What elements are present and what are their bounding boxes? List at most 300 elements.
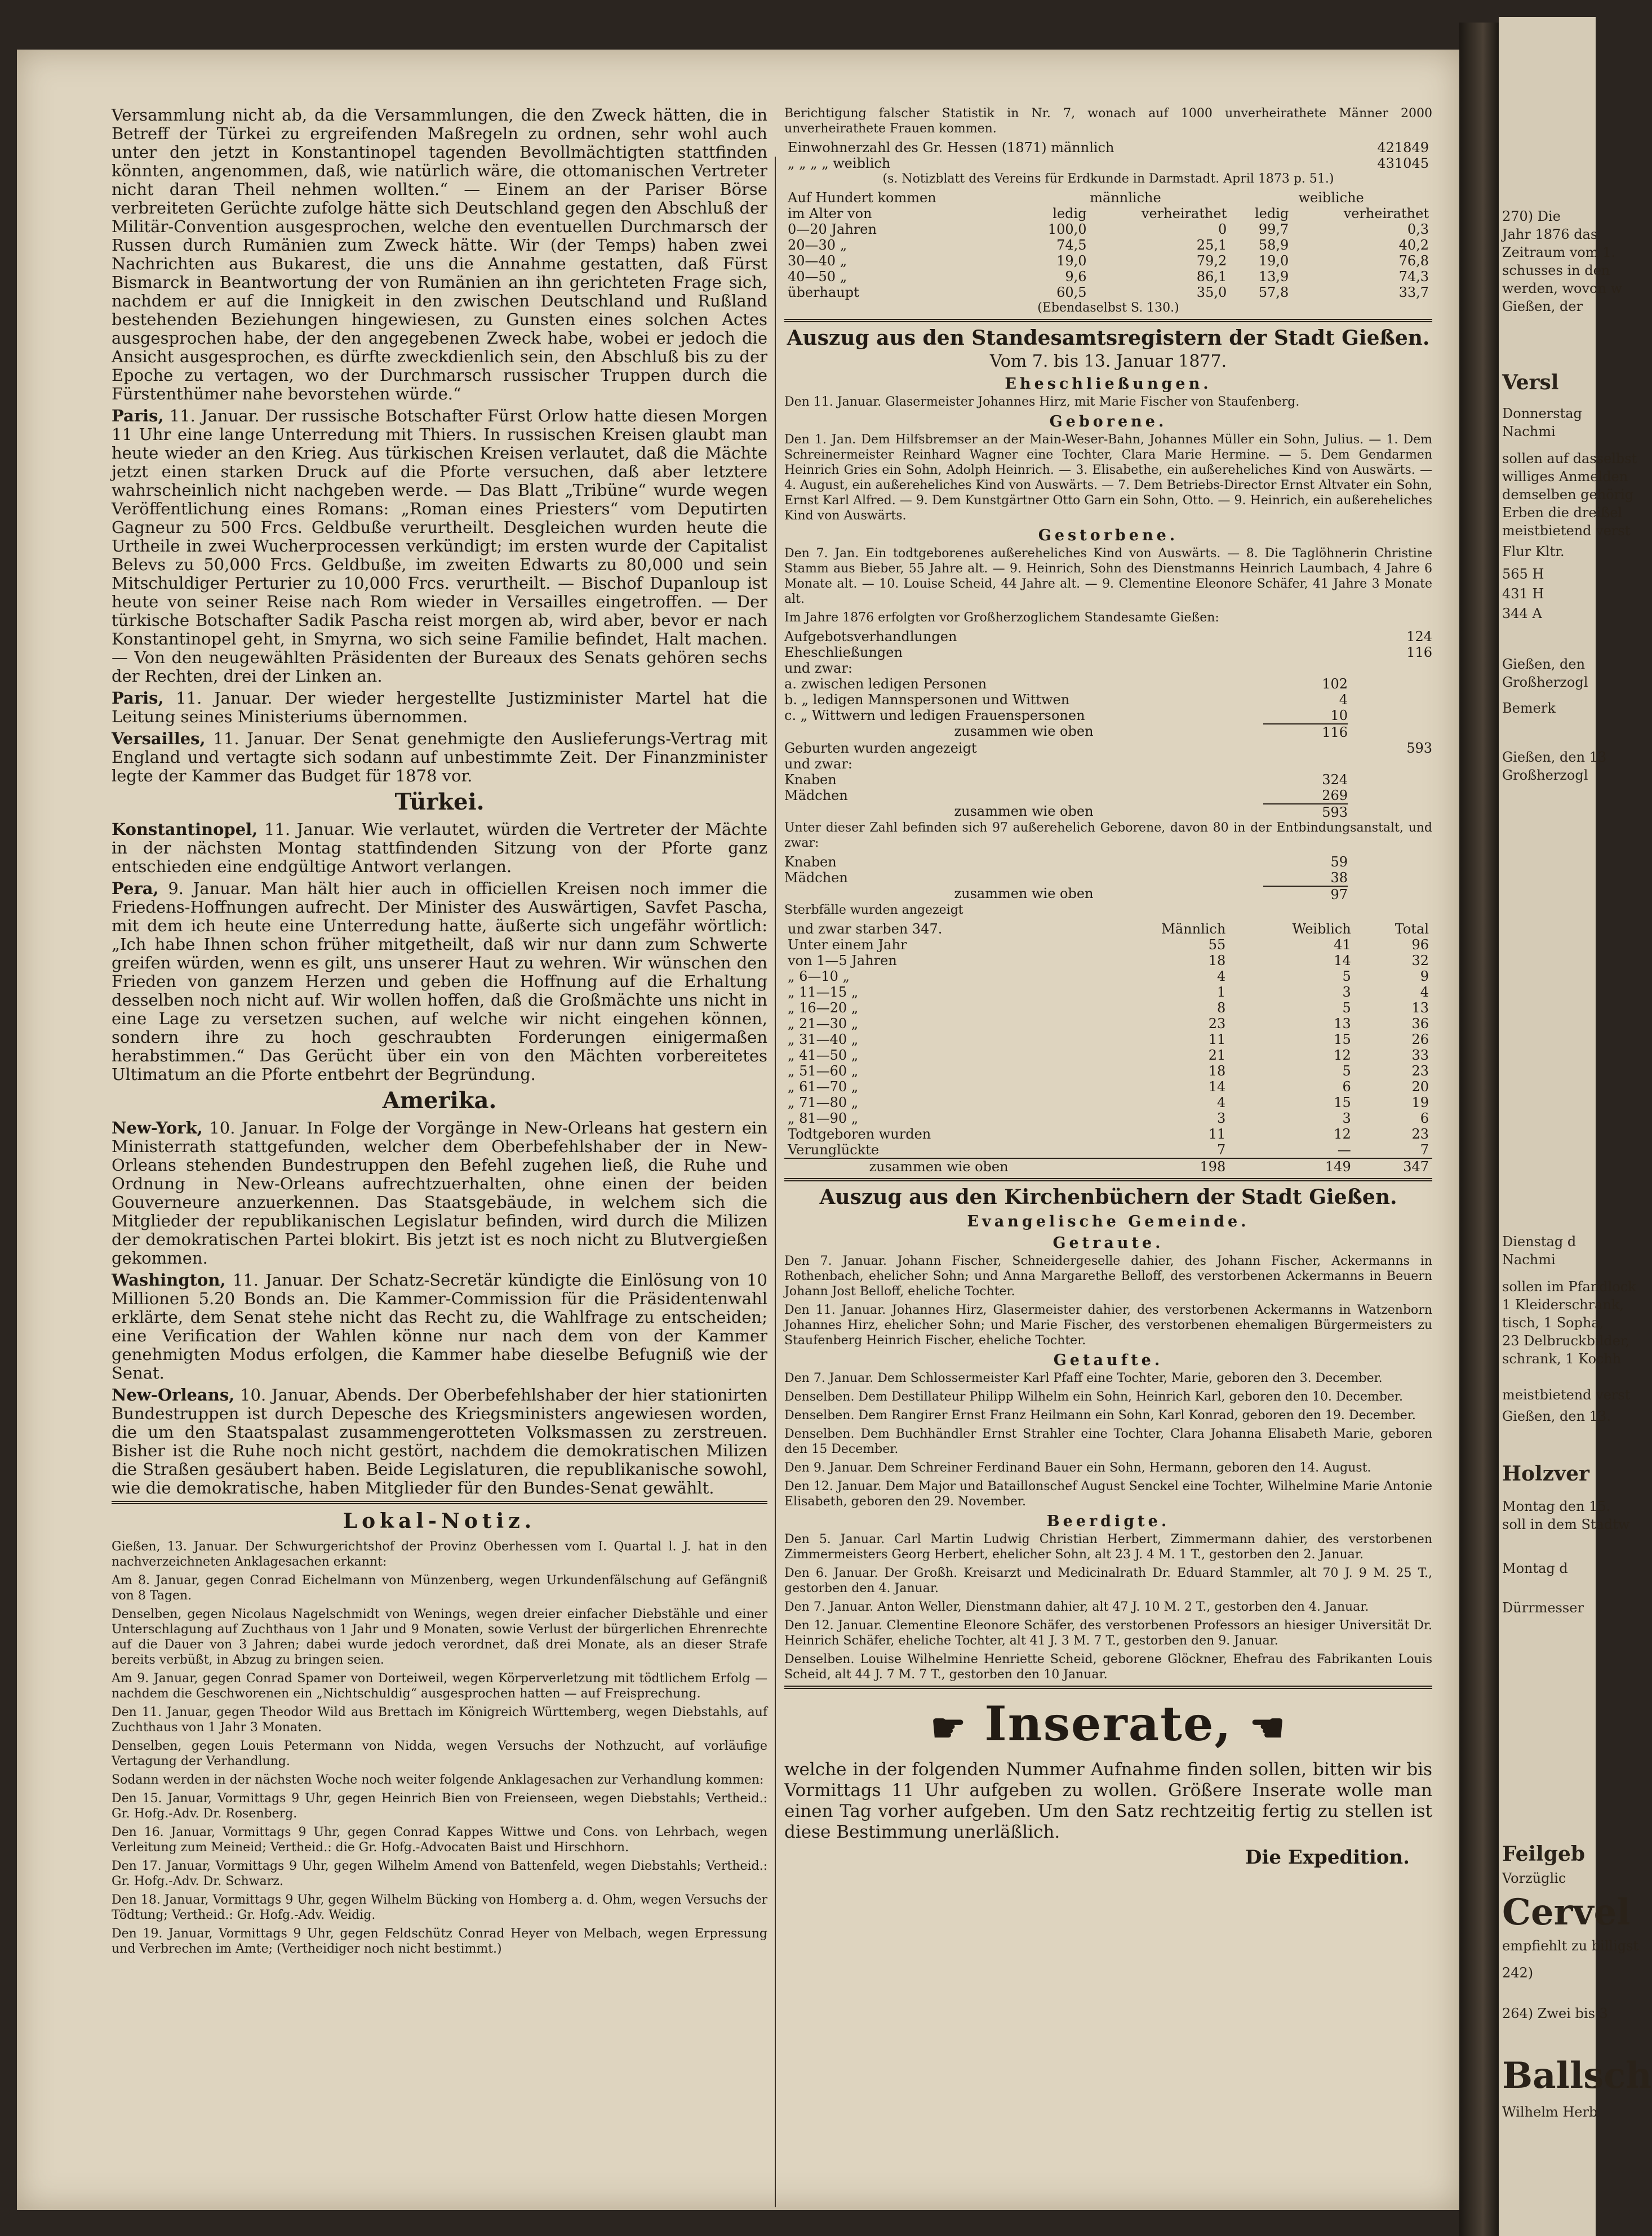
fragment-line: meistbietend verst xyxy=(1502,523,1631,539)
adjacent-page-fragment xyxy=(1499,17,1652,2236)
table-cell: 4 xyxy=(1217,1095,1226,1110)
lokal-item: Am 9. Januar, gegen Conrad Spamer von Dorteiweil, wegen Körperverletzung mit tödtlichem Erfolg — nachdem die Geschworenen ein „Nichtschuldig“ ausgesprochen hatten — auf Freisprechung. xyxy=(112,1672,767,1701)
stats-label: c. „ Wittwern und ledigen Frauenspersonen xyxy=(784,708,1085,723)
fragment-line: demselben gehörig xyxy=(1502,487,1634,503)
table-header: Männlich xyxy=(1161,921,1226,937)
stats-value xyxy=(1263,629,1348,644)
article-paragraph: Versammlung nicht ab, da die Versammlungen, die den Zweck hätten, die in Betreff der Türkei zu ergreifenden Maßregeln zu ordnen, sehr wohl auch unter den jetzt in Konstantinopel tagenden Bevollmächtigten stattfinden könnten, angenommen, daß, wie natürlich wäre, die ottomanischen Vertreter nicht daran Theil nehmen wollten.“ — Einem an der Pariser Börse verbreiteten Gerüchte zufolge hätte sich Deutschland gegen den Abschluß der Militär-Convention ausgesprochen, welche den eventuellen Durchmarsch der Russen durch Rumänien zum Zweck hätte. Wir (der Temps) haben zwei Nachrichten aus Bukarest, die uns die Annahme gestatten, daß Fürst Bismarck in Beantwortung der von Rumänien an ihn gerichteten Frage sich, nachdem er auf die Innigkeit in den zwischen Deutschland und Rußland bestehenden Beziehungen hingewiesen, zu Gunsten eines solchen Actes ausgesprochen habe, der den angegebenen Zweck habe, wobei er jedoch die Ansicht ausgesprochen, es dürfte zweckdienlich sein, den Abschluß bis zu der Epoche zu vertagen, wo der Durchmarsch russischer Truppen durch die Fürstenthümer nahe bevorstehen würde.“ xyxy=(112,105,767,403)
section-rule xyxy=(784,1686,1432,1689)
fragment-line: 264) Zwei bis 3 xyxy=(1502,2006,1608,2021)
subheading: Getaufte. xyxy=(1053,1352,1163,1369)
dateline: Paris, xyxy=(112,406,164,425)
fragment-line: empfiehlt zu billigst xyxy=(1502,1938,1639,1954)
inserate-title: Inserate, xyxy=(984,1696,1232,1752)
table-row xyxy=(784,269,1432,284)
table-cell: 19 xyxy=(1411,1095,1429,1110)
record-text: Den 5. Januar. Carl Martin Ludwig Christian Herbert, Zimmermann dahier, des verstorbenen Zimmermeisters Georg Herbert, ehelicher Sohn, alt 23 J. 4 M. 1 T., gestorben den 2. Januar. xyxy=(784,1532,1432,1562)
record-text: Den 7. Januar. Dem Schlossermeister Karl Pfaff eine Tochter, Marie, geboren den 3. December. xyxy=(784,1371,1383,1385)
fragment-line: 1 Kleiderschrank, xyxy=(1502,1297,1624,1313)
table-cell: „ 21—30 „ xyxy=(788,1016,859,1032)
stats-row xyxy=(784,756,1432,772)
stats-label: Knaben xyxy=(784,772,837,788)
table-cell: — xyxy=(1337,1142,1351,1158)
lokal-item: Den 15. Januar, Vormittags 9 Uhr, gegen Heinrich Bien von Freienseen, wegen Diebstahls; Vertheid.: Gr. Hofg.-Adv. Dr. Rosenberg. xyxy=(112,1792,767,1821)
table-cell: 7 xyxy=(1217,1142,1226,1158)
section-heading-tuerkei: Türkei. xyxy=(394,789,485,815)
stats-label: Mädchen xyxy=(784,788,848,803)
table-cell: 41 xyxy=(1334,937,1351,953)
expedition-signature: Die Expedition. xyxy=(1245,1846,1410,1869)
table-cell: 198 xyxy=(1200,1159,1226,1175)
lokal-item: Denselben, gegen Nicolaus Nagelschmidt von Wenings, wegen dreier einfacher Diebstähle und einer Unterschlagung auf Zuchthaus von 1 Jahr und 9 Monaten, sowie Verlust der bürgerlichen Ehrenrechte auf die Dauer von 3 Jahren; dabei wurde jedoch verordnet, daß drei Monate, als an dieser Strafe bereits verbüßt, in Abzug zu bringen seien. xyxy=(112,1607,767,1667)
year-intro: Im Jahre 1876 erfolgten vor Großherzoglichem Standesamte Gießen: xyxy=(784,611,1219,625)
table-cell: 36 xyxy=(1411,1016,1429,1032)
table-cell: 86,1 xyxy=(1196,269,1227,284)
table-cell: „ 11—15 „ xyxy=(788,984,859,1000)
record-text: Denselben. Louise Wilhelmine Henriette Scheid, geborene Glöckner, Ehefrau des Fabrikanten Louis Scheid, alt 44 J. 7 M. 7 T., gestorben den 10 Januar. xyxy=(784,1652,1432,1682)
table-header: Auf Hundert kommen xyxy=(788,190,936,206)
table-cell: 347 xyxy=(1403,1159,1429,1175)
fragment-line: Nachmi xyxy=(1502,424,1556,439)
fragment-line: Montag den 15. xyxy=(1502,1499,1611,1514)
table-cell: 1 xyxy=(1217,984,1226,1000)
fragment-line: Großherzogl xyxy=(1502,674,1588,690)
kirchenbuch-title: Auszug aus den Kirchenbüchern der Stadt Gießen. xyxy=(819,1185,1397,1209)
lokal-item: Gießen, 13. Januar. Der Schwurgerichtshof der Provinz Oberhessen vom I. Quartal l. J. hat in den nachverzeichneten Anklagesachen erkannt: xyxy=(112,1540,767,1569)
pointing-hand-right-icon: ☛ xyxy=(930,1704,967,1751)
table-cell: 12 xyxy=(1334,1047,1351,1063)
stats-label: Knaben xyxy=(784,854,837,870)
table-cell: 76,8 xyxy=(1398,253,1429,269)
year-stats xyxy=(784,629,1432,820)
table-cell: „ 61—70 „ xyxy=(788,1079,859,1095)
table-header: verheirathet xyxy=(1343,206,1429,221)
table-cell: „ 71—80 „ xyxy=(788,1095,859,1110)
dateline: Konstantinopel, xyxy=(112,820,258,839)
stats-label: Aufgebotsverhandlungen xyxy=(784,629,957,644)
section-rule xyxy=(112,1501,767,1504)
stats-row xyxy=(784,772,1432,788)
page-gutter xyxy=(1459,23,1499,2236)
standesamt-subtitle: Vom 7. bis 13. Januar 1877. xyxy=(989,352,1227,371)
sterb-intro: Sterbfälle wurden angezeigt xyxy=(784,903,963,917)
article-text: 10. Januar. In Folge der Vorgänge in New-Orleans hat gestern ein Ministerrath stattgefunden, welcher dem Oberbefehlshaber der in New-Orleans stehenden Bundestruppen den Befehl zugehen ließ, die Ruhe und Ordnung in New-Orleans aufrechtzuerhalten, ohne einen der beiden Gouverneure anzuerkennen. Das Staatsgebäude, in welchem sich die Mitglieder der republikanischen Legislatur befinden, wird durch die Milizen der demokratischen Partei blokirt. Bis jetzt ist es noch nicht zu Blutvergießen gekommen. xyxy=(112,1118,767,1268)
record-text: Den 6. Januar. Der Großh. Kreisarzt und Medicinalrath Dr. Eduard Stammler, alt 70 J. 9 M. 25 T., gestorben den 4. Januar. xyxy=(784,1566,1432,1595)
fragment-line: 431 H xyxy=(1502,586,1544,602)
table-row xyxy=(784,1126,1432,1142)
table-cell: 0—20 Jahren xyxy=(788,221,877,237)
lokal-item: Denselben, gegen Louis Petermann von Nidda, wegen Versuchs der Nothzucht, auf vorläufige Vertagung der Verhandlung. xyxy=(112,1739,767,1768)
stats-value xyxy=(1263,644,1348,660)
table-row xyxy=(784,921,1432,937)
stats-label: a. zwischen ledigen Personen xyxy=(784,676,987,692)
record-text: Den 7. Januar. Anton Weller, Dienstmann dahier, alt 47 J. 10 M. 2 T., gestorben den 4. Januar. xyxy=(784,1600,1369,1614)
lokal-item: Den 16. Januar, Vormittags 9 Uhr, gegen Conrad Kappes Wittwe und Cons. von Lehrbach, wegen Verleitung zum Meineid; Vertheid.: die Gr. Hofg.-Advocaten Baist und Hirschhorn. xyxy=(112,1825,767,1855)
stats-total xyxy=(1348,788,1432,803)
table-cell: 0,3 xyxy=(1407,221,1429,237)
stats-label: Mädchen xyxy=(784,870,848,886)
table-cell: 9 xyxy=(1420,968,1429,984)
lokal-item: Den 17. Januar, Vormittags 9 Uhr, gegen Wilhelm Amend von Battenfeld, wegen Diebstahls; Vertheid.: Gr. Hofg.-Adv. Dr. Schwarz. xyxy=(112,1859,767,1888)
table-cell: 25,1 xyxy=(1196,237,1227,253)
fragment-line: 344 A xyxy=(1502,606,1542,621)
source-note: (Ebendaselbst S. 130.) xyxy=(1037,301,1179,315)
fragment-line: Wilhelm Herb xyxy=(1502,2104,1598,2120)
table-cell: Verunglückte xyxy=(788,1142,880,1158)
fragment-line: Vorzüglic xyxy=(1502,1870,1566,1886)
table-cell: 5 xyxy=(1342,1000,1351,1016)
fragment-line: sollen im Pfandlock xyxy=(1502,1279,1636,1295)
table-cell: 3 xyxy=(1342,984,1351,1000)
fragment-line: Erben die dreißel xyxy=(1502,505,1623,521)
table-header: im Alter von xyxy=(788,206,872,221)
table-cell: 4 xyxy=(1217,968,1226,984)
stats-value xyxy=(1263,660,1348,676)
stats-value: 4 xyxy=(1339,692,1348,708)
table-cell: 35,0 xyxy=(1196,284,1227,300)
table-cell: 12 xyxy=(1334,1126,1351,1142)
stats-total: 124 xyxy=(1406,629,1432,644)
table-row xyxy=(784,1110,1432,1126)
stats-row xyxy=(784,708,1432,723)
table-row xyxy=(784,968,1432,984)
table-cell: 11 xyxy=(1208,1032,1226,1047)
inserate-text: welche in der folgenden Nummer Aufnahme finden sollen, bitten wir bis Vormittags 11 Uhr aufgeben zu wollen. Größere Inserate wolle man einen Tag vorher aufgeben. Um den Satz rechtzeitig fertig zu stellen ist diese Bestimmung unerläßlich. xyxy=(784,1759,1432,1842)
fragment-line: meistbietend verst xyxy=(1502,1387,1631,1403)
subheading: Beerdigte. xyxy=(1046,1513,1170,1530)
subheading: Geborene. xyxy=(1049,413,1167,430)
table-cell: 23 xyxy=(1411,1126,1429,1142)
lokal-item: Den 19. Januar, Vormittags 9 Uhr, gegen Feldschütz Conrad Heyer von Melbach, wegen Erpressung und Verbrechen im Amte; (Vertheidiger noch nicht bestimmt.) xyxy=(112,1927,767,1956)
stats-total xyxy=(1348,660,1432,676)
article-paris-1 xyxy=(112,407,767,686)
stats-label: b. „ ledigen Mannspersonen und Wittwen xyxy=(784,692,1070,708)
stats-total: 593 xyxy=(1406,740,1432,756)
article-versailles xyxy=(112,730,767,785)
article-pera xyxy=(112,879,767,1084)
table-cell: „ 41—50 „ xyxy=(788,1047,859,1063)
stats-row xyxy=(784,803,1432,820)
fragment-line: Großherzogl xyxy=(1502,767,1588,783)
table-cell: Todtgeboren wurden xyxy=(788,1126,931,1142)
fragment-line: werden, wovon w xyxy=(1502,281,1623,296)
stats-row xyxy=(784,692,1432,708)
dateline: Washington, xyxy=(112,1270,226,1290)
record-text: Den 11. Januar. Johannes Hirz, Glasermeister dahier, des verstorbenen Ackermanns in Watzenborn Johannes Hirz, ehelicher Sohn; und Marie Fischer, des verstorbenen ehemaligen Bürgermeisters zu Staufenberg Heinrich Fischer, eheliche Tochter. xyxy=(784,1303,1432,1348)
table-cell: 32 xyxy=(1411,953,1429,968)
table-cell: 58,9 xyxy=(1258,237,1289,253)
stats-row xyxy=(784,629,1432,644)
fragment-line: 23 Delbruckbilder, xyxy=(1502,1333,1630,1349)
table-cell: 6 xyxy=(1342,1079,1351,1095)
fragment-line: schrank, 1 Kochh xyxy=(1502,1351,1622,1367)
table-header: ledig xyxy=(1053,206,1087,221)
fragment-line: 270) Die xyxy=(1502,208,1561,224)
stats-value: 593 xyxy=(1263,803,1348,820)
inserate-banner xyxy=(784,1697,1432,1755)
table-cell: Unter einem Jahr xyxy=(788,937,907,953)
table-cell: 21 xyxy=(1208,1047,1226,1063)
table-row xyxy=(784,1095,1432,1110)
table-cell: 40,2 xyxy=(1398,237,1429,253)
table-cell: 5 xyxy=(1342,968,1351,984)
stats-row xyxy=(784,886,1432,903)
record-text: Den 12. Januar. Dem Major und Bataillonschef August Senckel eine Tochter, Wilhelmine Marie Antonie Elisabeth, geboren den 29. November. xyxy=(784,1479,1432,1509)
fragment-line: Dienstag d xyxy=(1502,1234,1576,1250)
table-row xyxy=(784,1158,1432,1175)
table-cell: 96 xyxy=(1411,937,1429,953)
table-cell: zusammen wie oben xyxy=(869,1159,1009,1175)
table-cell: 74,3 xyxy=(1398,269,1429,284)
stats-value: 38 xyxy=(1330,870,1348,886)
table-cell: Einwohnerzahl des Gr. Hessen (1871) männlich xyxy=(788,140,1114,155)
stats-value: 97 xyxy=(1263,886,1348,903)
fragment-heading: Feilgeb xyxy=(1502,1842,1586,1866)
deaths-table xyxy=(784,921,1432,1175)
table-row xyxy=(784,284,1432,300)
table-cell: 30—40 „ xyxy=(788,253,847,269)
table-row xyxy=(784,1000,1432,1016)
standesamt-title: Auszug aus den Standesamtsregistern der Stadt Gießen. xyxy=(787,326,1430,350)
table-cell: 33 xyxy=(1411,1047,1429,1063)
stats-value: 116 xyxy=(1263,723,1348,740)
dateline: New-Orleans, xyxy=(112,1385,235,1404)
fragment-line: Donnerstag xyxy=(1502,406,1582,421)
table-cell: 23 xyxy=(1208,1016,1226,1032)
table-cell: 79,2 xyxy=(1196,253,1227,269)
table-header: Total xyxy=(1395,921,1429,937)
table-cell: überhaupt xyxy=(788,284,859,300)
record-text: Den 12. Januar. Clementine Eleonore Schäfer, des verstorbenen Professors an hiesiger Universität Dr. Heinrich Schäfer, eheliche Tochter, alt 41 J. 3 M. 7 T., gestorben den 9. Januar. xyxy=(784,1619,1432,1648)
dateline: Paris, xyxy=(112,688,164,708)
table-row xyxy=(784,1047,1432,1063)
source-note: (s. Notizblatt des Vereins für Erdkunde in Darmstadt. April 1873 p. 51.) xyxy=(882,172,1334,186)
article-text: 11. Januar. Der wieder hergestellte Justizminister Martel hat die Leitung seines Ministeriums übernommen. xyxy=(112,688,767,726)
table-row xyxy=(784,206,1432,221)
stats-total xyxy=(1348,772,1432,788)
stats-label: und zwar: xyxy=(784,756,852,772)
stats-row xyxy=(784,740,1432,756)
article-washington xyxy=(112,1271,767,1383)
unter-text: Unter dieser Zahl befinden sich 97 außerehelich Geborene, davon 80 in der Entbindungsanstalt, und zwar: xyxy=(784,821,1432,850)
table-row xyxy=(784,1142,1432,1158)
table-cell: 4 xyxy=(1420,984,1429,1000)
table-header: verheirathet xyxy=(1141,206,1227,221)
table-cell: 421849 xyxy=(1377,140,1429,155)
fragment-line: Gießen, der xyxy=(1502,299,1583,314)
record-text: Denselben. Dem Buchhändler Ernst Strahler eine Tochter, Clara Johanna Elisabeth Marie, geboren den 15 December. xyxy=(784,1427,1432,1456)
table-cell: 0 xyxy=(1218,221,1227,237)
table-cell: 20 xyxy=(1411,1079,1429,1095)
fragment-heading: Holzver xyxy=(1502,1462,1589,1486)
article-paris-2 xyxy=(112,689,767,726)
lokal-item: Sodann werden in der nächsten Woche noch weiter folgende Anklagesachen zur Verhandlung kommen: xyxy=(112,1773,764,1787)
stats-total xyxy=(1348,803,1432,820)
subheading: Getraute. xyxy=(1053,1234,1164,1252)
fragment-line: Gießen, den xyxy=(1502,656,1586,672)
table-cell: 431045 xyxy=(1377,155,1429,171)
fragment-line: williges Anmelden xyxy=(1502,469,1628,484)
section-heading-lokal: Lokal-Notiz. xyxy=(343,1509,536,1533)
table-row xyxy=(784,1032,1432,1047)
table-cell: 9,6 xyxy=(1065,269,1087,284)
subheading: Eheschließungen. xyxy=(1005,375,1212,393)
table-header: und zwar starben 347. xyxy=(788,921,943,937)
stats-total xyxy=(1348,708,1432,723)
table-row xyxy=(784,140,1432,155)
table-cell: 26 xyxy=(1411,1032,1429,1047)
table-cell: 40—50 „ xyxy=(788,269,847,284)
section-heading-amerika: Amerika. xyxy=(382,1087,497,1114)
stats-value: 59 xyxy=(1330,854,1348,870)
pointing-hand-left-icon: ☚ xyxy=(1249,1704,1286,1751)
table-row xyxy=(784,984,1432,1000)
subheading: Evangelische Gemeinde. xyxy=(967,1213,1250,1230)
record-text: Den 9. Januar. Dem Schreiner Ferdinand Bauer ein Sohn, Hermann, geboren den 14. August. xyxy=(784,1461,1371,1475)
fragment-line: tisch, 1 Sopha, xyxy=(1502,1315,1604,1331)
stats-row xyxy=(784,660,1432,676)
stats-total xyxy=(1348,723,1432,740)
table-cell: 6 xyxy=(1420,1110,1429,1126)
article-text: 11. Januar. Der Schatz-Secretär kündigte die Einlösung von 10 Millionen 5.20 Bonds an. Die Kammer-Commission für die Präsidentenwahl erklärte, dem Senat stehe nicht das Recht zu, die Wahlfrage zu entscheiden; eine Verification der Wahlen könne nur nach dem von der Kammer genehmigten Modus erfolgen, die Kammer habe dieselbe Befugniß wie der Senat. xyxy=(112,1270,768,1383)
table-cell: 99,7 xyxy=(1258,221,1289,237)
stats-label: zusammen wie oben xyxy=(954,803,1094,819)
table-row xyxy=(784,1079,1432,1095)
table-cell: 13 xyxy=(1334,1016,1351,1032)
stats-row xyxy=(784,870,1432,886)
stats-row xyxy=(784,788,1432,803)
table-header: Weiblich xyxy=(1292,921,1351,937)
stats-value: 10 xyxy=(1330,708,1348,723)
table-cell: 15 xyxy=(1334,1095,1351,1110)
fragment-line: Gießen, den 13. xyxy=(1502,1408,1611,1424)
table-cell: 18 xyxy=(1208,1063,1226,1079)
fragment-line: soll in dem Stadtw xyxy=(1502,1517,1630,1532)
record-text: Den 7. Januar. Johann Fischer, Schneidergeselle dahier, des Johann Fischer, Ackermanns in Rothenbach, ehelicher Sohn; und Anna Margarethe Belloff, des verstorbenen Ackermanns in Beuern Johann Jost Belloff, eheliche Tochter. xyxy=(784,1254,1432,1299)
record-text: Denselben. Dem Destillateur Philipp Wilhelm ein Sohn, Heinrich Karl, geboren den 10. December. xyxy=(784,1390,1403,1404)
newspaper-page xyxy=(17,50,1459,2210)
table-cell: „ 81—90 „ xyxy=(788,1110,859,1126)
table-cell: 149 xyxy=(1325,1159,1351,1175)
article-text: 11. Januar. Der russische Botschafter Fürst Orlow hatte diesen Morgen 11 Uhr eine lange Unterredung mit Thiers. In russischen Kreisen glaubt man heute wieder an den Krieg. Aus türkischen Kreisen verlautet, daß die Mächte jetzt einen starken Druck auf die Pforte versuchen, daß aber letztere wahrscheinlich nicht nachgeben werde. — Das Blatt „Tribüne“ wurde wegen Veröffentlichung eines Romans: „Roman eines Priesters“ vom Deputirten Gagneur zu 500 Frcs. Geldbuße verurtheilt. Desgleichen wurden heute die Urtheile in zwei Wucherprocessen verkündigt; im ersten wurde der Capitalist Belevs zu 50,000 Frcs. Geldbuße, im zweiten Edwarts zu 80,000 und sein Mitschuldiger Perturier zu 10,000 Frcs. verurtheilt. — Bischof Dupanloup ist heute von seiner Reise nach Rom wieder in Versailles eingetroffen. — Der türkische Botschafter Sadik Pascha reist morgen ab, wird aber, bevor er nach Konstantinopel geht, in Smyrna, wo sich seine Familie befindet, Halt machen. — Von den neugewählten Präsidenten der Bureaux des Senats gehören sechs der Rechten, drei der Linken an. xyxy=(112,406,767,686)
table-cell: „ 16—20 „ xyxy=(788,1000,859,1016)
section-rule xyxy=(784,1178,1432,1181)
stats-label: Geburten wurden angezeigt xyxy=(784,740,977,756)
table-cell: 33,7 xyxy=(1398,284,1429,300)
table-cell: 8 xyxy=(1217,1000,1226,1016)
fragment-line: Bemerk xyxy=(1502,700,1556,716)
stats-label: und zwar: xyxy=(784,660,852,676)
subheading: Gestorbene. xyxy=(1038,527,1179,544)
section-rule xyxy=(784,319,1432,322)
fragment-line: Jahr 1876 das xyxy=(1502,226,1598,242)
table-cell: 3 xyxy=(1217,1110,1226,1126)
stats-value: 269 xyxy=(1322,788,1348,803)
table-row xyxy=(784,1063,1432,1079)
table-cell: 13 xyxy=(1411,1000,1429,1016)
lokal-item: Am 8. Januar, gegen Conrad Eichelmann von Münzenberg, wegen Urkundenfälschung auf Gefängniß von 8 Tagen. xyxy=(112,1573,767,1603)
stats-row xyxy=(784,644,1432,660)
stats-label: Eheschließungen xyxy=(784,644,903,660)
stats-value xyxy=(1263,740,1348,756)
stats-total xyxy=(1348,676,1432,692)
fragment-heading: Versl xyxy=(1502,371,1559,394)
table-row xyxy=(784,253,1432,269)
table-cell: 13,9 xyxy=(1258,269,1289,284)
fragment-heading: Cervel xyxy=(1502,1891,1631,1933)
table-header: männliche xyxy=(1090,190,1161,206)
table-header: weibliche xyxy=(1298,190,1364,206)
table-cell: 3 xyxy=(1342,1110,1351,1126)
stats-total: 116 xyxy=(1406,644,1432,660)
stats-value: 324 xyxy=(1322,772,1348,788)
table-cell: 14 xyxy=(1208,1079,1226,1095)
dateline: Versailles, xyxy=(112,729,206,748)
stats-value xyxy=(1263,756,1348,772)
einwohner-table xyxy=(784,140,1432,171)
fragment-line: Flur Kltr. xyxy=(1502,544,1565,559)
fragment-line: Montag d xyxy=(1502,1561,1568,1576)
fragment-line: Gießen, den 13 xyxy=(1502,749,1607,765)
table-cell: 20—30 „ xyxy=(788,237,847,253)
fragment-line: Zeitraum vom 1. xyxy=(1502,245,1616,260)
fragment-line: schusses in den xyxy=(1502,263,1610,278)
table-row xyxy=(784,221,1432,237)
table-cell: von 1—5 Jahren xyxy=(788,953,897,968)
table-cell: 100,0 xyxy=(1047,221,1087,237)
article-text: 11. Januar. Wie verlautet, würden die Vertreter der Mächte in der nächsten Montag stattfindenden Sitzung von der Pforte ganz entschieden eine endgültige Antwort verlangen. xyxy=(112,820,767,876)
lokal-item: Den 18. Januar, Vormittags 9 Uhr, gegen Wilhelm Bücking von Homberg a. d. Ohm, wegen Versuchs der Tödtung; Vertheid.: Gr. Hofg.-Adv. Weidig. xyxy=(112,1893,767,1922)
table-row xyxy=(784,237,1432,253)
age-table xyxy=(784,190,1432,300)
fragment-line: sollen auf dasselbst xyxy=(1502,451,1637,466)
table-cell: 19,0 xyxy=(1258,253,1289,269)
table-cell: 15 xyxy=(1334,1032,1351,1047)
stats-row xyxy=(784,676,1432,692)
table-row xyxy=(784,937,1432,953)
table-row xyxy=(784,953,1432,968)
table-cell: 7 xyxy=(1420,1142,1429,1158)
record-text: Den 11. Januar. Glasermeister Johannes Hirz, mit Marie Fischer von Staufenberg. xyxy=(784,395,1300,409)
table-cell: 55 xyxy=(1208,937,1226,953)
record-text: Denselben. Dem Rangirer Ernst Franz Heilmann ein Sohn, Karl Konrad, geboren den 19. December. xyxy=(784,1408,1416,1422)
table-cell: „ „ „ „ weiblich xyxy=(788,155,891,171)
article-text: 11. Januar. Der Senat genehmigte den Auslieferungs-Vertrag mit England und vertagte sich sodann auf unbestimmte Zeit. Der Finanzminister legte der Kammer das Budget für 1878 vor. xyxy=(112,729,767,785)
article-new-orleans xyxy=(112,1386,767,1497)
table-header: ledig xyxy=(1255,206,1289,221)
table-row xyxy=(784,1016,1432,1032)
dateline: Pera, xyxy=(112,879,159,898)
column-divider xyxy=(775,157,776,2207)
stats-row xyxy=(784,723,1432,740)
article-konstantinopel xyxy=(112,820,767,876)
stats-label: zusammen wie oben xyxy=(954,723,1094,739)
table-cell: 60,5 xyxy=(1056,284,1087,300)
fragment-line: Nachmi xyxy=(1502,1252,1556,1268)
table-cell: „ 51—60 „ xyxy=(788,1063,859,1079)
right-column xyxy=(784,106,1432,2190)
table-cell: 23 xyxy=(1411,1063,1429,1079)
table-cell: 19,0 xyxy=(1056,253,1087,269)
table-cell: 74,5 xyxy=(1056,237,1087,253)
article-text: 10. Januar, Abends. Der Oberbefehlshaber der hier stationirten Bundestruppen ist durch Depesche des Kriegsministers angewiesen worden, die um den Staatspalast zusammengerotteten Volksmassen zu zerstreuen. Bisher ist die Ruhe noch nicht gestört, nachdem die demokratischen Milizen die Straßen gesäubert haben. Beide Legislaturen, die republikanische sowohl, wie die demokratische, haben Mitglieder für den Bundes-Senat gewählt. xyxy=(112,1385,768,1497)
lokal-item: Den 11. Januar, gegen Theodor Wild aus Brettach im Königreich Württemberg, wegen Diebstahls, auf Zuchthaus von 1 Jahr 3 Monaten. xyxy=(112,1705,767,1735)
dateline: New-York, xyxy=(112,1118,203,1137)
table-cell: „ 6—10 „ xyxy=(788,968,850,984)
fragment-line: 242) xyxy=(1502,1965,1534,1981)
table-cell: 11 xyxy=(1208,1126,1226,1142)
illegitimate-stats xyxy=(784,854,1432,903)
